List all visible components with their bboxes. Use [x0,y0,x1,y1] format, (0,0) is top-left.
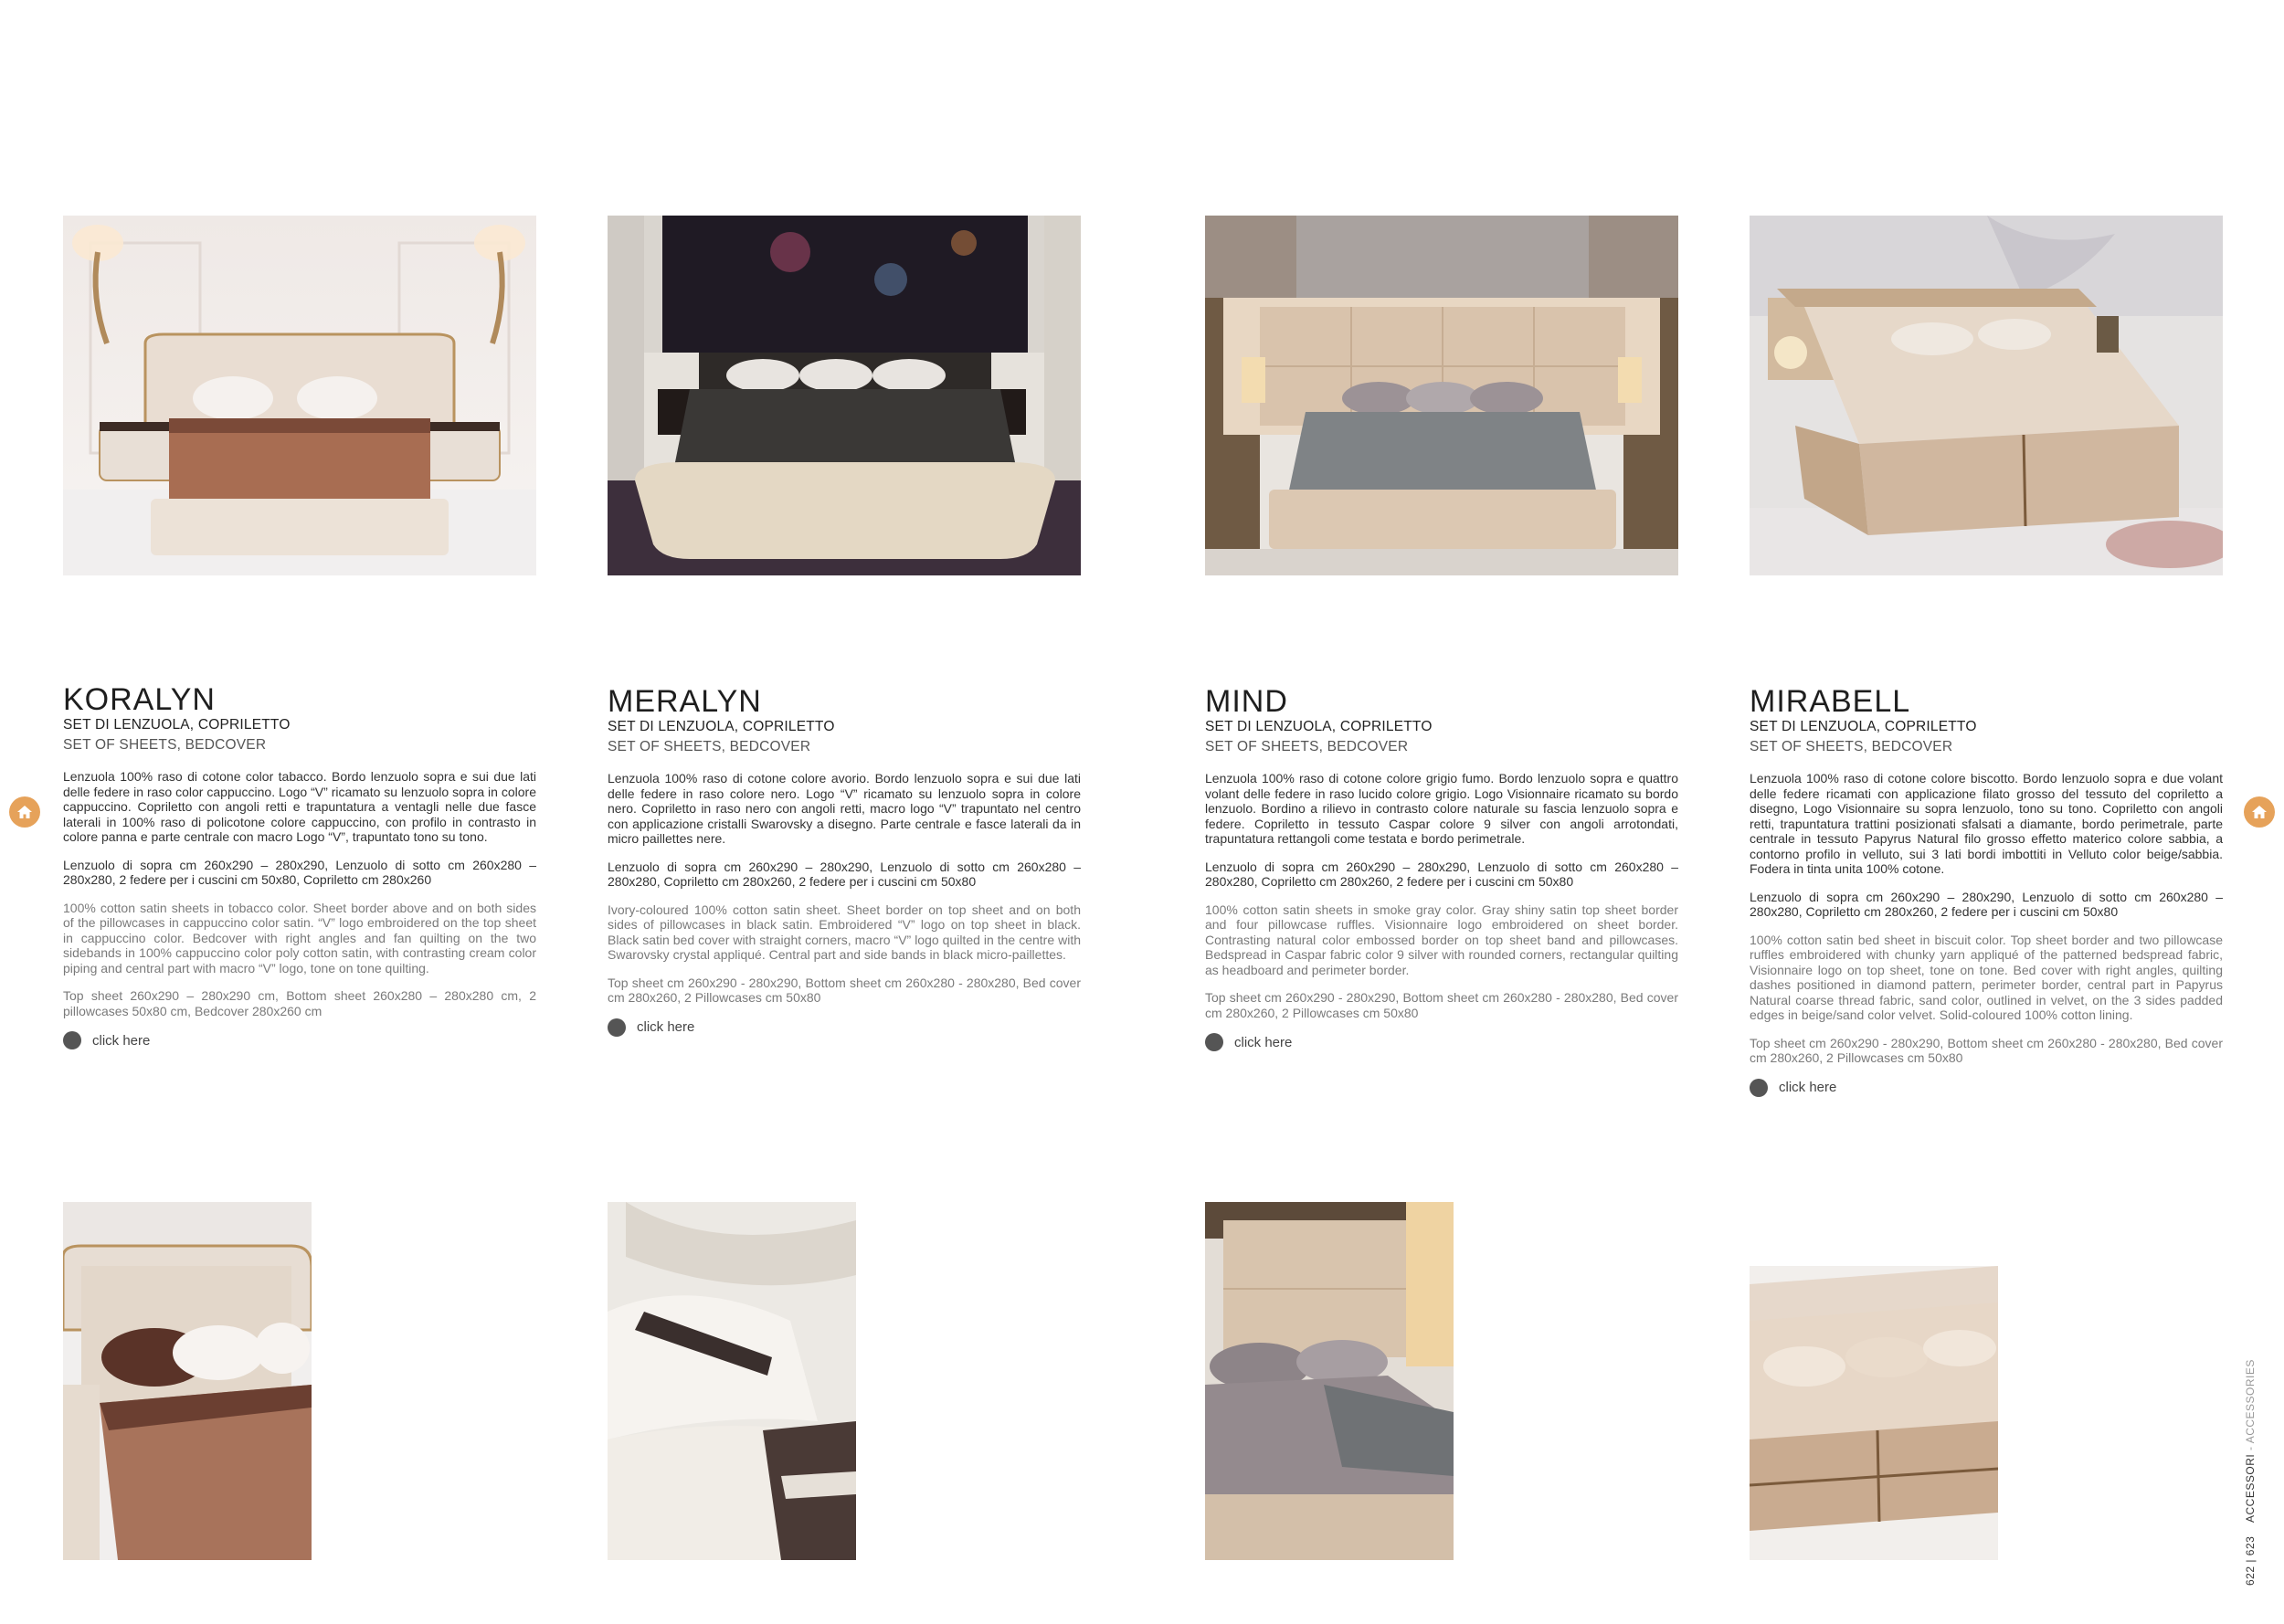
meralyn-sizes-en: Top sheet cm 260x290 - 280x290, Bottom sheet cm 260x280 - 280x280, Bed cover cm 280x260, 2 Pillowcases cm 50x80 [608,975,1081,1005]
mind-detail-photo [1205,1202,1454,1560]
mirabell-desc-it: Lenzuola 100% raso di cotone colore biscotto. Bordo lenzuolo sopra e due volant delle federe ricamati con applicazione filato grosso del tessuto del copriletto a disegno, Logo Visionnaire su sopra lenzuolo, tono su tono. Copriletto con angoli retti, trapuntatura trattini posizionati sfalsati a diamante, bordo perimetrale, parte centrale in tessuto Papyrus Natural filo grosso effetto materico colore sabbia, a contorno profilo in velluto, sui 3 lati bordi imbottiti in Velluto color beige/sabbia. Fodera in tinta unita 100% cotone. [1750,771,2223,876]
mirabell-sizes-it: Lenzuolo di sopra cm 260x290 – 280x290, Lenzuolo di sotto cm 260x280 – 280x280, Copriletto cm 280x260, 2 federe per i cuscini cm 50x80 [1750,889,2223,919]
koralyn-text-block [63,769,536,1049]
mind-desc-it: Lenzuola 100% raso di cotone colore grigio fumo. Bordo lenzuolo sopra e quattro volant delle federe in raso lucido colore grigio. Logo Visionnaire ricamato su bordo lenzuolo. Bordino a rilievo in contrasto colore naturale su fascia lenzuolo sopra e federe. Copriletto in tessuto Caspar colore 9 silver con angoli arrotondati, trapuntatura rettangoli come testata e bordo perimetrale. [1205,771,1678,846]
meralyn-title: MERALYN [608,684,762,719]
koralyn-main-photo [63,216,536,575]
meralyn-click-label: click here [637,1019,695,1035]
mirabell-click-label: click here [1779,1080,1837,1095]
mind-click-here-link[interactable] [1205,1033,1678,1051]
mirabell-click-here-link[interactable] [1750,1079,2223,1097]
mirabell-subtitle-en: SET OF SHEETS, BEDCOVER [1750,739,1953,754]
koralyn-title: KORALYN [63,682,216,717]
meralyn-text-block [608,771,1081,1037]
koralyn-sizes-en: Top sheet 260x290 – 280x290 cm, Bottom sheet 260x280 – 280x280 cm, 2 pillowcases 50x80 cm, Bedcover 280x260 cm [63,988,536,1018]
koralyn-desc-it: Lenzuola 100% raso di cotone color tabacco. Bordo lenzuolo sopra e sui due lati delle federe in raso color cappuccino. Logo “V” ricamato su lenzuolo sopra in colore cappuccino. Copriletto con angoli retti e trapuntatura a ventagli nelle due fasce laterali in 100% raso di policotone colore cappuccino, con profilo in contrasto in colore panna e parte centrale con macro Logo “V”, trapuntato tono su tono. [63,769,536,844]
home-button-right[interactable] [2244,796,2275,828]
mind-sizes-en: Top sheet cm 260x290 - 280x290, Bottom sheet cm 260x280 - 280x280, Bed cover cm 280x260, 2 Pillowcases cm 50x80 [1205,990,1678,1020]
meralyn-detail-photo [608,1202,856,1560]
meralyn-desc-en: Ivory-coloured 100% cotton satin sheet. Sheet border on top sheet and on both sides of pillowcases in black satin. Embroidered “V” logo on top sheet in black. Black satin bed cover with straight corners, macro “V” logo quilted in the centre with Swarovsky crystal appliqué. Central part and side bands in black micro-paillettes. [608,902,1081,962]
koralyn-subtitle-en: SET OF SHEETS, BEDCOVER [63,737,267,753]
home-icon [2250,803,2268,821]
mirabell-text-block [1750,771,2223,1097]
mind-click-label: click here [1234,1034,1293,1050]
mirabell-sizes-en: Top sheet cm 260x290 - 280x290, Bottom sheet cm 260x280 - 280x280, Bed cover cm 280x260, 2 Pillowcases cm 50x80 [1750,1035,2223,1065]
mind-subtitle-en: SET OF SHEETS, BEDCOVER [1205,739,1409,754]
mind-sizes-it: Lenzuolo di sopra cm 260x290 – 280x290, Lenzuolo di sotto cm 260x280 – 280x280, Copriletto cm 280x260, 2 federe per i cuscini cm 50x80 [1205,859,1678,889]
mind-main-photo [1205,216,1678,575]
meralyn-sizes-it: Lenzuolo di sopra cm 260x290 – 280x290, Lenzuolo di sotto cm 260x280 – 280x280, Copriletto cm 280x260, 2 federe per i cuscini cm 50x80 [608,859,1081,889]
subsection-name: - ACCESSORIES [2244,1359,2257,1450]
home-icon [16,803,34,821]
mirabell-title: MIRABELL [1750,684,1911,719]
mind-text-block [1205,771,1678,1051]
bullet-icon [1750,1079,1768,1097]
bullet-icon [608,1018,626,1037]
mind-title: MIND [1205,684,1288,719]
meralyn-click-here-link[interactable] [608,1018,1081,1037]
bullet-icon [63,1031,81,1049]
meralyn-subtitle-en: SET OF SHEETS, BEDCOVER [608,739,811,754]
bullet-icon [1205,1033,1223,1051]
mirabell-detail-photo [1750,1266,1998,1560]
page-numbers: 622 | 623 [2244,1535,2257,1586]
koralyn-click-here-link[interactable] [63,1031,536,1049]
meralyn-desc-it: Lenzuola 100% raso di cotone colore avorio. Bordo lenzuolo sopra e sui due lati delle federe in raso colore nero. Logo “V” ricamato su lenzuolo sopra in colore nero. Copriletto in raso nero con angoli retti, macro logo “V” trapuntato nel centro con applicazione cristalli Swarovsky a disegno. Parte centrale e fasce laterali da in micro paillettes nere. [608,771,1081,846]
mind-subtitle-it: SET DI LENZUOLA, COPRILETTO [1205,719,1433,734]
meralyn-subtitle-it: SET DI LENZUOLA, COPRILETTO [608,719,835,734]
mirabell-subtitle-it: SET DI LENZUOLA, COPRILETTO [1750,719,1977,734]
koralyn-sizes-it: Lenzuolo di sopra cm 260x290 – 280x290, Lenzuolo di sotto cm 260x280 – 280x280, 2 federe per i cuscini cm 50x80, Copriletto cm 280x260 [63,857,536,887]
home-button-left[interactable] [9,796,40,828]
mind-desc-en: 100% cotton satin sheets in smoke gray color. Gray shiny satin top sheet border and four pillowcase ruffles. Visionnaire logo embroidered on sheet border. Contrasting natural color embossed border on top sheet band and pillowcases. Bedspread in Caspar fabric color 9 silver with rounded corners, rectangular quilting as headboard and perimeter border. [1205,902,1678,977]
page-footer-label [2244,1359,2257,1586]
koralyn-click-label: click here [92,1032,151,1049]
mirabell-desc-en: 100% cotton satin bed sheet in biscuit color. Top sheet border and two pillowcase ruffles embroidered with chunky yarn appliqué of the patterned bedspread fabric, Visionnaire logo on top sheet, tone on tone. Bed cover with right angles, quilting dashes positioned in diamond pattern, perimeter border, central part in Papyrus Natural coarse thread fabric, sand color, outlined in velvet, on the 3 sides padded edges in beige/sand color velvet. Solid-coloured 100% cotton lining. [1750,932,2223,1022]
koralyn-desc-en: 100% cotton satin sheets in tobacco color. Sheet border above and on both sides of the pillowcases in cappuccino color satin. “V” logo embroidered on the top sheet in cappuccino color. Bedcover with right angles and fan quilting on the two sidebands in 100% cappuccino color poly cotton satin, with contrasting cream color piping and central part with macro “V” logo, tone on tone quilting. [63,900,536,975]
section-name: ACCESSORI [2244,1453,2257,1523]
mirabell-main-photo [1750,216,2223,575]
meralyn-main-photo [608,216,1081,575]
koralyn-subtitle-it: SET DI LENZUOLA, COPRILETTO [63,717,291,733]
koralyn-detail-photo [63,1202,312,1560]
